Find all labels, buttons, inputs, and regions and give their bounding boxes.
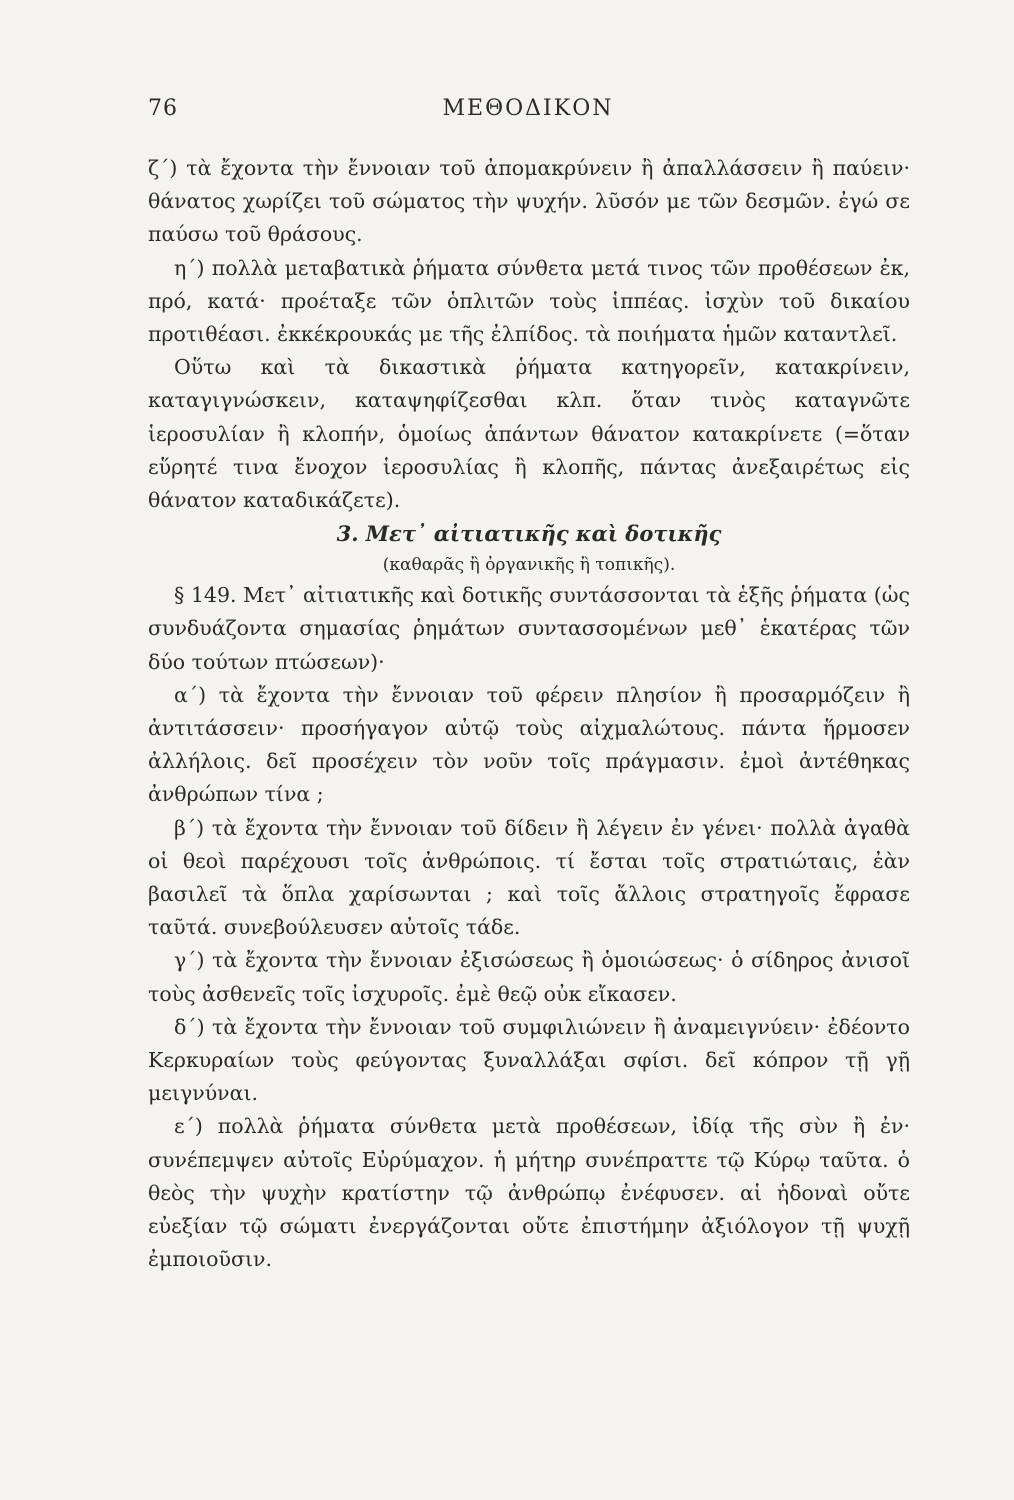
paragraph-zeta: ζ΄) τὰ ἔχοντα τὴν ἔννοιαν τοῦ ἀπομακρύνειν ἢ ἀπαλλάσσειν ἢ παύειν· θάνατος χωρίζει τοῦ σώματος τὴν ψυχήν. λῦσόν με τῶν δεσμῶν. ἐγώ σε παύσω τοῦ θράσους.	[148, 156, 910, 247]
page-body	[148, 152, 910, 1277]
section-heading: 3. Μετ᾽ αἰτιατικῆς καὶ δοτικῆς	[336, 521, 722, 547]
paragraph-epsilon: ε΄) πολλὰ ῥήματα σύνθετα μετὰ προθέσεων, ἰδίᾳ τῆς σὺν ἢ ἐν· συνέπεμψεν αὐτοῖς Εὐρύμαχον. ἡ μήτηρ συνέπραττε τῷ Κύρῳ ταῦτα. ὁ θεὸς τὴν ψυχὴν κρατίστην τῷ ἀνθρώπῳ ἐνέφυσεν. αἱ ἡδοναὶ οὔτε εὐεξίαν τῷ σώματι ἐνεργάζονται οὔτε ἐπιστήμην ἀξιόλογον τῇ ψυχῇ ἐμποιοῦσιν.	[148, 1114, 910, 1272]
paragraph-delta: δ΄) τὰ ἔχοντα τὴν ἔννοιαν τοῦ συμφιλιώνειν ἢ ἀναμειγνύειν· ἐδέοντο Κερκυραίων τοὺς φεύγοντας ξυναλλάξαι σφίσι. δεῖ κόπρον τῇ γῇ μειγνύναι.	[148, 1014, 910, 1106]
paragraph-149: § 149. Μετ᾽ αἰτιατικῆς καὶ δοτικῆς συντάσσονται τὰ ἑξῆς ῥήματα (ὡς συνδυάζοντα σημασίας ῥημάτων συντασσομένων μεθ᾽ ἑκατέρας τῶν δύο τούτων πτώσεων)·	[148, 583, 910, 674]
paragraph-beta: β΄) τὰ ἔχοντα τὴν ἔννοιαν τοῦ δίδειν ἢ λέγειν ἐν γένει· πολλὰ ἀγαθὰ οἱ θεοὶ παρέχουσι τοῖς ἀνθρώποις. τί ἔσται τοῖς στρατιώταις, ἐὰν βασιλεῖ τὰ ὅπλα χαρίσωνται ; καὶ τοῖς ἄλλοις στρατηγοῖς ἔφρασε ταῦτά. συνεβούλευσεν αὐτοῖς τάδε.	[148, 815, 910, 940]
section-subheading: (καθαρᾶς ἢ ὀργανικῆς ἢ τοπικῆς).	[382, 555, 676, 576]
running-title: ΜΕΘΟΔΙΚΟΝ	[442, 96, 614, 121]
page-header	[148, 96, 908, 136]
page-number: 76	[148, 96, 178, 121]
paragraph-judicial-verbs: Οὕτω καὶ τὰ δικαστικὰ ῥήματα κατηγορεῖν, κατακρίνειν, καταγιγνώσκειν, καταψηφίζεσθαι κλπ. ὅταν τινὸς καταγνῶτε ἱεροσυλίαν ἢ κλοπήν, ὁμοίως ἁπάντων θάνατον κατακρίνετε (=ὅταν εὕρητέ τινα ἔνοχον ἱεροσυλίας ἢ κλοπῆς, πάντας ἀνεξαιρέτως εἰς θάνατον καταδικάζετε).	[148, 355, 910, 513]
paragraph-eta: η΄) πολλὰ μεταβατικὰ ῥήματα σύνθετα μετά τινος τῶν προθέσεων ἐκ, πρό, κατά· προέταξε τῶν ὁπλιτῶν τοὺς ἱππέας. ἰσχὺν τοῦ δικαίου προτιθέασι. ἐκκέκρουκάς με τῆς ἐλπίδος. τὰ ποιήματα ἡμῶν καταντλεῖ.	[148, 255, 910, 347]
paragraph-alpha: α΄) τὰ ἔχοντα τὴν ἔννοιαν τοῦ φέρειν πλησίον ἢ προσαρμόζειν ἢ ἀντιτάσσειν· προσήγαγον αὐτῷ τοὺς αἰχμαλώτους. πάντα ἥρμοσεν ἀλλήλοις. δεῖ προσέχειν τὸν νοῦν τοῖς πράγμασιν. ἐμοὶ ἀντέθηκας ἀνθρώπων τίνα ;	[148, 682, 910, 807]
paragraph-gamma: γ΄) τὰ ἔχοντα τὴν ἔννοιαν ἐξισώσεως ἢ ὁμοιώσεως· ὁ σίδηρος ἀνισοῖ τοὺς ἀσθενεῖς τοῖς ἰσχυροῖς. ἐμὲ θεῷ οὐκ εἴκασεν.	[148, 948, 910, 1006]
